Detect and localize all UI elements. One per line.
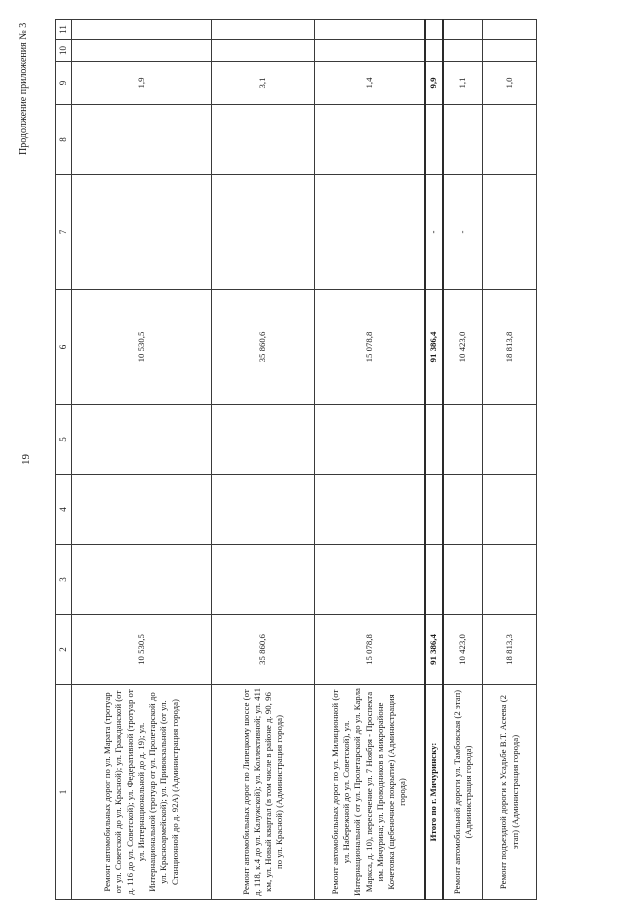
table-cell (425, 405, 443, 475)
table-cell: - (443, 175, 483, 290)
table-cell (443, 40, 483, 62)
table-cell: 10 423,0 (443, 290, 483, 405)
total-label: Итого по г. Мичуринску: (425, 685, 443, 900)
table-row (315, 20, 425, 900)
table-cell (425, 40, 443, 62)
column-number: 6 (56, 290, 72, 405)
column-number: 1 (56, 685, 72, 900)
table-cell (72, 545, 212, 615)
continuation-caption: Продолжение приложения № 3 (18, 22, 29, 155)
table-cell: 91 386,4 (425, 615, 443, 685)
table-cell: 10 423,0 (443, 615, 483, 685)
table-cell (212, 40, 315, 62)
column-number: 8 (56, 105, 72, 175)
table-cell (483, 545, 537, 615)
budget-table (55, 19, 537, 900)
table-cell (443, 105, 483, 175)
total-row (425, 20, 443, 900)
table-cell (212, 105, 315, 175)
column-number: 5 (56, 405, 72, 475)
table-cell: 1,1 (443, 62, 483, 105)
table-cell (315, 40, 425, 62)
table-cell: 35 860,6 (212, 290, 315, 405)
table-cell (72, 105, 212, 175)
table-cell: 9,9 (425, 62, 443, 105)
table-cell (483, 105, 537, 175)
table-cell: 1,0 (483, 62, 537, 105)
table-cell (483, 20, 537, 40)
column-number: 4 (56, 475, 72, 545)
table-cell (425, 105, 443, 175)
table-cell (72, 475, 212, 545)
table-cell: 18 813,8 (483, 290, 537, 405)
table-cell (483, 40, 537, 62)
column-number: 3 (56, 545, 72, 615)
table-cell: 10 530,5 (72, 290, 212, 405)
table-cell: 15 078,8 (315, 615, 425, 685)
column-number: 7 (56, 175, 72, 290)
column-number: 2 (56, 615, 72, 685)
table-cell: - (425, 175, 443, 290)
table-cell (72, 40, 212, 62)
table-cell: 3,1 (212, 62, 315, 105)
column-number: 9 (56, 62, 72, 105)
project-description: Ремонт автомобильных дорог по Липецкому шоссе (от д. 118, к.4 до ул. Калужской); ул. Коллективной; ул. 411 км, ул. Новый квартал (в том числе в районе д. 90, 96 по ул. Красной) (Администрация города) (212, 685, 315, 900)
table-cell (443, 20, 483, 40)
project-description: Ремонт автомобильной дороги ул. Тамбовская (2 этап) (Администрация города) (443, 685, 483, 900)
table-cell: 15 078,8 (315, 290, 425, 405)
table-cell (483, 475, 537, 545)
table-cell (315, 175, 425, 290)
table-cell (212, 175, 315, 290)
header-row (56, 20, 72, 900)
table-cell (443, 475, 483, 545)
project-description: Ремонт автомобильных дорог по ул. Милиционной (от ул. Набережной до ул. Советской), ул. Интернациональной ( от ул. Пролетарской до ул. Карла Маркса, д. 10), пересечение ул. 7 Ноября - Проспекта им. Мичурина; ул. Проводников в микрорайоне Кочетовка (щебеночное покрытие) (Администрация города) (315, 685, 425, 900)
table-cell (212, 20, 315, 40)
table-cell (315, 20, 425, 40)
table-cell (72, 175, 212, 290)
table-cell: 1,9 (72, 62, 212, 105)
table-cell (72, 20, 212, 40)
table-row (212, 20, 315, 900)
project-description: Ремонт подъездной дороги к Усадьбе В.Т. Асеева (2 этап) (Администрация города) (483, 685, 537, 900)
table-cell (315, 105, 425, 175)
column-number: 10 (56, 40, 72, 62)
table-cell (443, 545, 483, 615)
table-cell: 35 860,6 (212, 615, 315, 685)
table-cell (425, 20, 443, 40)
table-cell: 1,4 (315, 62, 425, 105)
table-cell (212, 475, 315, 545)
table-cell (72, 405, 212, 475)
page-number: 19 (20, 454, 32, 465)
table-cell (483, 175, 537, 290)
table-cell (483, 405, 537, 475)
table-cell: 18 813,3 (483, 615, 537, 685)
table-row (72, 20, 212, 900)
table-cell (315, 405, 425, 475)
table-cell (315, 545, 425, 615)
column-number: 11 (56, 20, 72, 40)
project-description: Ремонт автомобильных дорог по ул. Марата (тротуар от ул. Советской до ул. Красной); ул. Гражданской (от д. 116 до ул. Советской); ул. Федеративной (тротуар от ул. Интернациональной до д. 19); ул. Интернациональной (тротуар от ул. Пролетарской до ул. Красноармейской); ул. Привокзальной (от ул. Станционной до д. 92А) (Администрация города) (72, 685, 212, 900)
table-cell (212, 545, 315, 615)
table-cell (443, 405, 483, 475)
table-cell: 10 530,5 (72, 615, 212, 685)
table-cell (212, 405, 315, 475)
table-cell (425, 475, 443, 545)
table-row (483, 20, 537, 900)
table-cell (425, 545, 443, 615)
table-cell: 91 386,4 (425, 290, 443, 405)
table-row (443, 20, 483, 900)
table-cell (315, 475, 425, 545)
